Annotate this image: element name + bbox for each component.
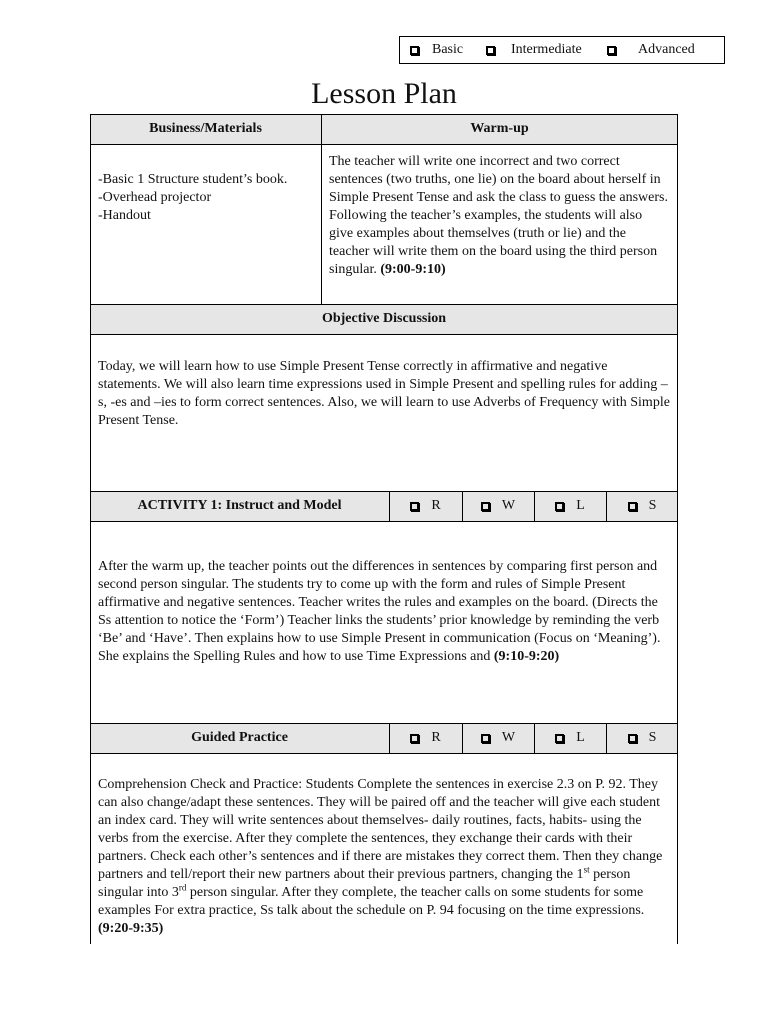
guided-time: (9:20-9:35) — [98, 921, 164, 936]
skill-checkbox-listening[interactable] — [534, 723, 606, 753]
skill-label: R — [431, 498, 441, 513]
warmup-header: Warm-up — [470, 121, 529, 136]
table-rule — [677, 114, 678, 944]
activity1-header: ACTIVITY 1: Instruct and Model — [137, 498, 342, 513]
warmup-body: The teacher will write one incorrect and two correct sentences (two truths, one lie) on the board about herself in Simple Present Tense and ask the class to guess the answers. Following the teacher’s examples, the students will also give examples about themselves (truth or lie) and the teacher will write them on the board using the third person singular. — [329, 154, 668, 277]
checkbox-icon[interactable] — [410, 46, 419, 55]
level-label: Basic — [432, 42, 464, 57]
materials-item: -Basic 1 Structure student’s book. — [98, 172, 288, 187]
guided-text — [98, 776, 672, 938]
table-rule — [90, 753, 678, 754]
table-rule — [90, 114, 91, 944]
skill-label: W — [501, 498, 516, 513]
guided-body: person singular. After they complete, the teacher calls on some students for some examples For extra practice, Ss talk about the schedule on P. 94 focusing on the time expressions. — [98, 885, 645, 918]
guided-header: Guided Practice — [191, 730, 288, 745]
guided-body: person singular into 3 — [98, 867, 631, 900]
checkbox-icon[interactable] — [410, 734, 419, 743]
checkbox-icon[interactable] — [555, 734, 564, 743]
objective-header: Objective Discussion — [321, 311, 447, 326]
page-title: Lesson Plan — [311, 77, 457, 110]
table-rule — [90, 334, 678, 335]
skill-checkbox-reading[interactable] — [389, 491, 462, 521]
checkbox-icon[interactable] — [481, 502, 490, 511]
skill-label: W — [501, 730, 516, 745]
checkbox-icon[interactable] — [555, 502, 564, 511]
skill-label: L — [576, 730, 585, 745]
activity1-time: (9:10-9:20) — [493, 649, 560, 664]
table-rule — [90, 521, 678, 522]
skill-checkbox-speaking[interactable] — [606, 491, 678, 521]
materials-item: -Handout — [98, 208, 151, 223]
table-rule — [90, 144, 678, 145]
skill-label: S — [648, 730, 657, 745]
level-option-intermediate[interactable] — [486, 42, 582, 58]
skill-label: L — [576, 498, 585, 513]
superscript: rd — [178, 882, 187, 893]
skill-checkbox-writing[interactable] — [462, 491, 534, 521]
materials-header: Business/Materials — [149, 121, 262, 136]
checkbox-icon[interactable] — [628, 502, 637, 511]
skill-label: S — [648, 498, 657, 513]
checkbox-icon[interactable] — [607, 46, 616, 55]
level-option-basic[interactable] — [410, 42, 463, 58]
warmup-text — [329, 153, 669, 279]
checkbox-icon[interactable] — [481, 734, 490, 743]
skill-label: R — [431, 730, 441, 745]
activity1-body: After the warm up, the teacher points out the differences in sentences by comparing first person and second person singular. The students try to come up with the form and rules of Simple Present affirmative and negative sentences. Teacher writes the rules and examples on the board. (Directs the Ss attention to notice the ‘Form’) Teacher links the students’ prior knowledge by reminding the verb ‘Be’ and ‘Have’. Then explains how to use Simple Present in communication (Focus on ‘Meaning’). She explains the Spelling Rules and how to use Time Expressions and — [98, 559, 661, 664]
skill-checkbox-listening[interactable] — [534, 491, 606, 521]
level-label: Advanced — [638, 42, 695, 57]
superscript: st — [583, 864, 590, 875]
checkbox-icon[interactable] — [628, 734, 637, 743]
skill-checkbox-reading[interactable] — [389, 723, 462, 753]
materials-item: -Overhead projector — [98, 190, 212, 205]
skill-checkbox-writing[interactable] — [462, 723, 534, 753]
activity1-text — [98, 558, 672, 666]
checkbox-icon[interactable] — [410, 502, 419, 511]
checkbox-icon[interactable] — [486, 46, 495, 55]
level-selector — [399, 36, 725, 64]
warmup-time: (9:00-9:10) — [380, 262, 446, 277]
skill-checkbox-speaking[interactable] — [606, 723, 678, 753]
objective-text: Today, we will learn how to use Simple Present Tense correctly in affirmative and negative statements. We will also learn time expressions used in Simple Present and spelling rules for adding –s, -es and –ies to form correct sentences. Also, we will learn to use Adverbs of Frequency with Simple Present Tense. — [98, 359, 670, 428]
materials-list — [98, 171, 318, 225]
level-label: Intermediate — [511, 42, 582, 57]
level-option-advanced[interactable] — [607, 42, 695, 58]
lesson-plan-table — [90, 114, 678, 944]
guided-body: Comprehension Check and Practice: Students Complete the sentences in exercise 2.3 on P. 92. They can also change/adapt these sentences. They will be paired off and the teacher will give each student an index card. They will write sentences about themselves- daily routines, facts, habits- using the verbs from the exercise. After they complete the sentences, they exchange their cards with their partners. Check each other’s sentences and if there are mistakes they correct them. Then they change partners and tell/report their new partners about their previous partners, changing the 1 — [98, 777, 663, 882]
